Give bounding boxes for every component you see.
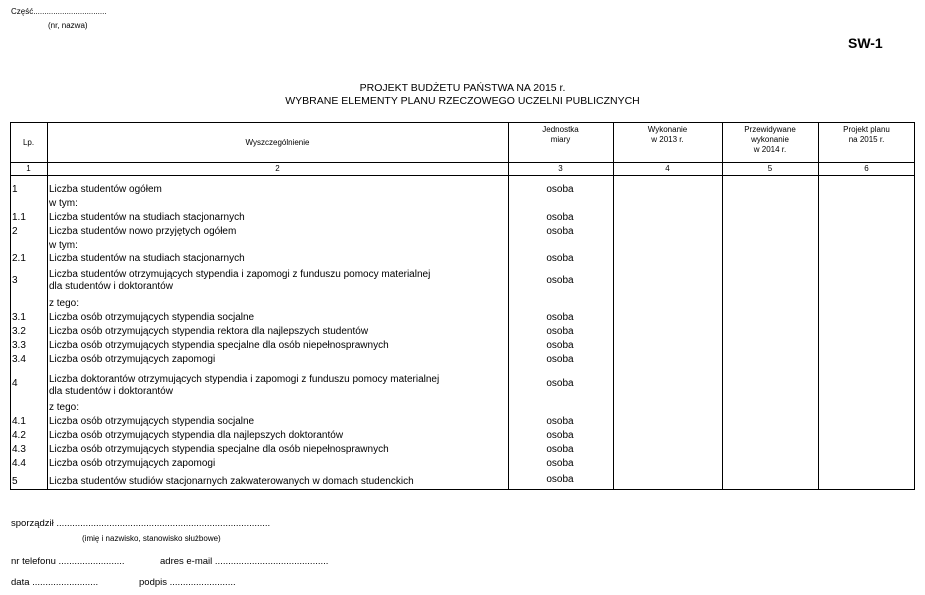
col-header-projekt [818,125,915,145]
data-field: data ......................... [11,577,99,588]
nr-nazwa-caption: (nr, nazwa) [48,21,88,30]
col-header-jednostka-l2: miary [550,135,571,144]
col-divider [722,122,723,490]
col-header-wykonanie-l1: Wykonanie [647,125,688,134]
col-header-jednostka-l1: Jednostka [542,125,579,134]
col-header-wykonanie-l2: w 2013 r. [651,135,684,144]
row-unit: osoba [546,212,574,223]
number-row-divider [10,175,915,176]
row-desc: Liczba osób otrzymujących stypendia socjalne [49,416,255,427]
row-unit: osoba [546,444,574,455]
row-desc: w tym: [49,240,78,251]
col-divider [818,122,819,490]
plan-table [10,122,915,490]
form-code: SW-1 [848,35,883,51]
page-subtitle: WYBRANE ELEMENTY PLANU RZECZOWEGO UCZELNI PUBLICZNYCH [285,95,640,107]
row-unit: osoba [546,378,574,389]
row-desc: Liczba osób otrzymujących stypendia dla najlepszych doktorantów [49,430,344,441]
row-lp: 3.2 [12,326,26,337]
row-lp: 3 [12,275,18,286]
row-desc: Liczba osób otrzymujących stypendia specjalne dla osób niepełnosprawnych [49,340,389,351]
row-desc: Liczba studentów nowo przyjętych ogółem [49,226,237,237]
row-lp: 4.4 [12,458,26,469]
row-lp: 4.2 [12,430,26,441]
col-number: 2 [275,164,280,173]
row-unit: osoba [546,416,574,427]
col-number: 5 [767,164,773,173]
col-number: 6 [864,164,869,173]
row-desc: Liczba studentów studiów stacjonarnych zakwaterowanych w domach studenckich [49,476,414,487]
row-unit: osoba [546,326,574,337]
page-title: PROJEKT BUDŻETU PAŃSTWA NA 2015 r. [359,82,566,94]
col-header-przewidywane [722,125,818,155]
sporzadzil-field: sporządził ................................................................................. [11,518,271,529]
row-lp: 1.1 [12,212,26,223]
row-desc: Liczba studentów ogółem [49,184,162,195]
imie-nazwisko-caption: (imię i nazwisko, stanowisko służbowe) [82,534,221,543]
col-header-przewidywane-l1: Przewidywane [744,125,796,134]
row-lp: 2.1 [12,253,26,264]
row-unit: osoba [546,226,574,237]
col-header-projekt-l1: Projekt planu [843,125,890,134]
adres-email-field: adres e-mail ........................................... [160,556,329,567]
col-header-wyszczegolnienie: Wyszczególnienie [245,138,310,147]
row-desc-line1: Liczba studentów otrzymujących stypendia i zapomogi z funduszu pomocy materialnej [49,269,431,280]
col-number: 4 [665,164,670,173]
row-desc [49,374,439,397]
row-unit: osoba [546,458,574,469]
col-number: 3 [558,164,563,173]
col-number: 1 [26,164,31,173]
row-desc: Liczba osób otrzymujących zapomogi [49,458,216,469]
row-desc-line2: dla studentów i doktorantów [49,280,173,292]
col-header-przewidywane-l3: w 2014 r. [753,145,787,154]
col-header-wykonanie [613,125,722,145]
col-header-projekt-l2: na 2015 r. [848,135,885,144]
row-desc: Liczba osób otrzymujących stypendia rektora dla najlepszych studentów [49,326,369,337]
row-lp: 3.1 [12,312,26,323]
row-desc [49,269,430,292]
row-desc: Liczba osób otrzymujących stypendia specjalne dla osób niepełnosprawnych [49,444,389,455]
row-desc: z tego: [49,402,80,413]
row-unit: osoba [546,275,574,286]
podpis-field: podpis ......................... [139,577,236,588]
nr-telefonu-field: nr telefonu ......................... [11,556,125,567]
row-lp: 5 [12,476,18,487]
row-desc: z tego: [49,298,80,309]
row-unit: osoba [546,354,574,365]
col-header-przewidywane-l2: wykonanie [751,135,789,144]
row-unit: osoba [546,312,574,323]
row-desc-line2: dla studentów i doktorantów [49,385,173,397]
row-unit: osoba [546,474,574,485]
row-desc: Liczba studentów na studiach stacjonarnych [49,253,245,264]
row-lp: 3.4 [12,354,26,365]
row-desc: Liczba osób otrzymujących stypendia socjalne [49,312,255,323]
row-lp: 2 [12,226,18,237]
header-divider [10,162,915,163]
czesc-field: Część................................. [11,7,107,16]
row-desc-line1: Liczba doktorantów otrzymujących stypendia i zapomogi z funduszu pomocy materialnej [49,374,440,385]
row-desc: w tym: [49,198,78,209]
col-header-lp: Lp. [22,138,35,147]
row-lp: 3.3 [12,340,26,351]
row-desc: Liczba studentów na studiach stacjonarnych [49,212,245,223]
row-lp: 4 [12,378,18,389]
row-unit: osoba [546,430,574,441]
col-divider [47,122,48,490]
row-lp: 4.3 [12,444,26,455]
row-lp: 4.1 [12,416,26,427]
row-unit: osoba [546,340,574,351]
row-desc: Liczba osób otrzymujących zapomogi [49,354,216,365]
row-unit: osoba [546,253,574,264]
row-unit: osoba [546,184,574,195]
row-lp: 1 [12,184,18,195]
col-header-jednostka [508,125,613,145]
